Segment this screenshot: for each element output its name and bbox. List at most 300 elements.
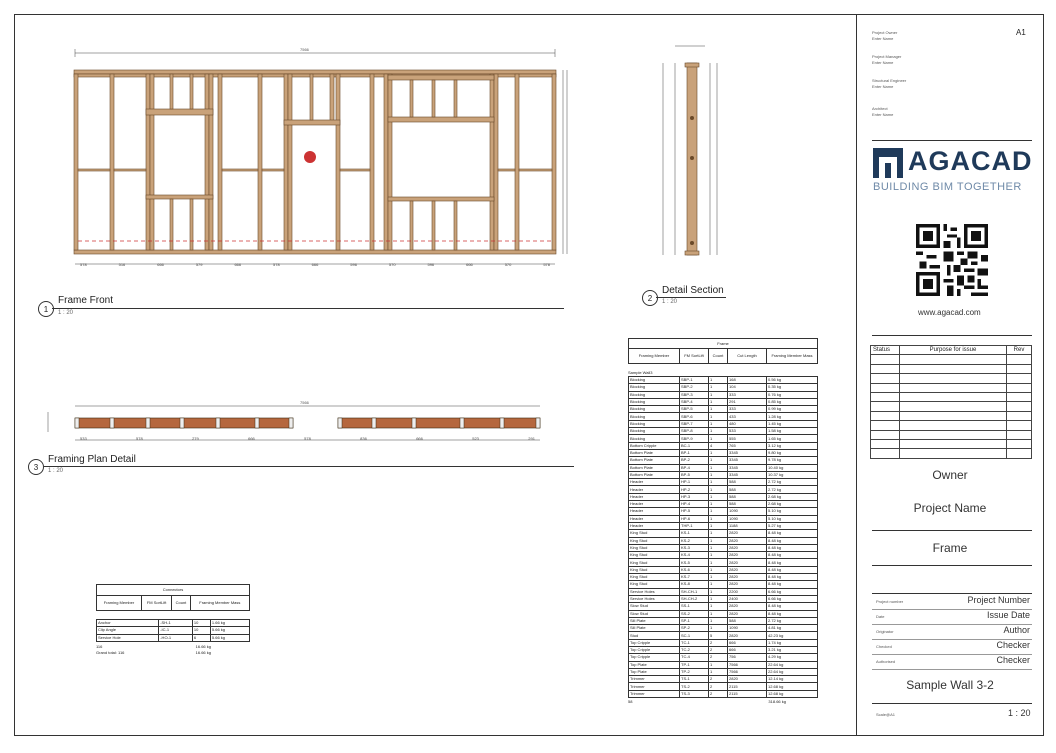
table-cell: 588 <box>728 617 767 624</box>
table-row <box>629 690 818 697</box>
header-row-value: Enter Name <box>872 60 894 65</box>
table-row <box>629 632 818 639</box>
dim-label: 596 <box>427 262 435 267</box>
title-divider <box>872 530 1032 531</box>
table-row <box>629 435 818 442</box>
view-number-bubble: 2 <box>642 290 658 306</box>
table-cell: KS-3 <box>680 544 709 551</box>
dim-label: 578 <box>304 436 311 441</box>
table-cell: 1 <box>709 625 728 632</box>
info-row-divider <box>872 669 1032 670</box>
revision-row[interactable] <box>871 449 1032 458</box>
table-cell: 1 <box>709 406 728 413</box>
table-cell: 3.12 kg <box>767 442 818 449</box>
table-row <box>629 413 818 420</box>
revision-cell[interactable] <box>1007 355 1032 364</box>
table-cell: 5.66 kg <box>210 634 249 641</box>
table-cell: 1 <box>709 588 728 595</box>
table-cell: 10.37 kg <box>767 471 818 478</box>
dim-label: 291 <box>528 436 535 441</box>
table-cell: 5 <box>709 632 728 639</box>
revision-row[interactable] <box>871 411 1032 420</box>
table-cell: 2 <box>709 690 728 697</box>
revision-cell[interactable] <box>900 421 1007 430</box>
revision-cell[interactable] <box>900 383 1007 392</box>
schedule-header: Cut Length <box>728 349 767 364</box>
table-cell: Slow Stud <box>629 603 680 610</box>
table-cell: 1 <box>709 384 728 391</box>
table-cell: HP-6 <box>680 515 709 522</box>
revision-cell[interactable] <box>1007 374 1032 383</box>
table-row <box>629 639 818 646</box>
table-row <box>629 610 818 617</box>
table-cell: Trimmer <box>629 690 680 697</box>
table-cell: 1090 <box>728 515 767 522</box>
table-cell: Top Cripple <box>629 646 680 653</box>
sheet-name: Frame <box>932 541 968 555</box>
revision-cell[interactable] <box>900 402 1007 411</box>
revision-cell[interactable] <box>871 402 900 411</box>
table-cell: 1 <box>709 486 728 493</box>
table-cell: THP-1 <box>680 522 709 529</box>
table-cell: 1.58 kg <box>767 428 818 435</box>
revision-cell[interactable] <box>871 439 900 448</box>
table-cell: 8.48 kg <box>767 559 818 566</box>
revision-cell[interactable] <box>900 355 1007 364</box>
table-cell: 4.29 kg <box>767 654 818 661</box>
table-cell: 10.40 kg <box>767 464 818 471</box>
logo-text: AGACAD <box>908 146 1033 176</box>
dim-label: 570 <box>504 262 512 267</box>
rev-header: Rev <box>1007 346 1032 355</box>
table-cell: SP-1 <box>680 617 709 624</box>
table-cell: KS-1 <box>680 530 709 537</box>
dim-label: 570 <box>388 262 396 267</box>
table-cell: KS-5 <box>680 559 709 566</box>
table-cell: 1 <box>709 435 728 442</box>
table-cell: 2820 <box>728 537 767 544</box>
table-cell: 2820 <box>728 603 767 610</box>
table-cell: 2115 <box>728 690 767 697</box>
dim-label: 836 <box>360 436 367 441</box>
qr-code-icon[interactable] <box>916 224 988 296</box>
table-cell: Top Cripple <box>629 639 680 646</box>
table-cell: KS-7 <box>680 574 709 581</box>
table-row <box>629 646 818 653</box>
table-cell: 0.99 kg <box>767 406 818 413</box>
table-cell: HP-2 <box>680 486 709 493</box>
dim-label: 666 <box>234 262 242 267</box>
table-row <box>629 515 818 522</box>
table-cell: 2.72 kg <box>767 617 818 624</box>
revision-cell[interactable] <box>900 374 1007 383</box>
table-row <box>629 552 818 559</box>
title-divider <box>872 140 1032 141</box>
revision-cell[interactable] <box>1007 439 1032 448</box>
info-row-value: Project Number <box>967 595 1030 605</box>
table-cell: 555 <box>728 435 767 442</box>
framing-plan-view[interactable] <box>40 398 560 458</box>
table-cell: Bottom Plate <box>629 449 680 456</box>
view-scale: 1 : 20 <box>662 299 678 305</box>
table-cell: 1 <box>709 449 728 456</box>
revision-cell[interactable] <box>1007 411 1032 420</box>
table-cell: BP-4 <box>680 464 709 471</box>
info-row-label: Checked <box>876 644 892 649</box>
title-divider <box>872 565 1032 566</box>
frame-schedule[interactable] <box>628 338 818 704</box>
info-row-value: Checker <box>996 640 1030 650</box>
table-cell: SBP-7 <box>680 420 709 427</box>
table-cell: KS-8 <box>680 581 709 588</box>
view-title[interactable]: Frame Front <box>58 295 114 306</box>
revision-cell[interactable] <box>1007 364 1032 373</box>
table-cell: 1 <box>709 493 728 500</box>
table-cell: 2.68 kg <box>767 501 818 508</box>
table-cell: 12.14 kg <box>767 676 818 683</box>
table-cell: 2820 <box>728 530 767 537</box>
table-cell: Header <box>629 479 680 486</box>
revision-cell[interactable] <box>1007 392 1032 401</box>
owner-label: Owner <box>932 468 968 482</box>
total-count: 58 <box>628 699 633 705</box>
connector-sum-row <box>96 644 211 649</box>
table-cell: Blocking <box>629 384 680 391</box>
table-row <box>629 581 818 588</box>
table-cell: Header <box>629 522 680 529</box>
table-cell: 765 <box>728 442 767 449</box>
table-row <box>629 457 818 464</box>
table-cell: HP-4 <box>680 501 709 508</box>
table-cell: Header <box>629 486 680 493</box>
table-cell: TS-1 <box>680 676 709 683</box>
table-cell: 5.10 kg <box>767 508 818 515</box>
table-cell: 6 <box>192 634 210 641</box>
table-cell: 2820 <box>728 574 767 581</box>
revision-cell[interactable] <box>871 421 900 430</box>
info-row-value: Checker <box>996 655 1030 665</box>
table-cell: Header <box>629 493 680 500</box>
table-cell: Header <box>629 508 680 515</box>
revision-cell[interactable] <box>1007 449 1032 458</box>
table-cell: 6.66 kg <box>767 588 818 595</box>
table-cell: 1 <box>709 581 728 588</box>
table-cell: 2400 <box>728 595 767 602</box>
table-cell: 2 <box>709 639 728 646</box>
table-cell: Blocking <box>629 420 680 427</box>
table-row <box>629 588 818 595</box>
table-cell: SC-1 <box>680 632 709 639</box>
scale-value: 1 : 20 <box>1008 708 1031 718</box>
table-cell: 1 <box>709 537 728 544</box>
revision-cell[interactable] <box>1007 430 1032 439</box>
table-cell: 104 <box>728 384 767 391</box>
revision-cell[interactable] <box>900 392 1007 401</box>
info-row-value: Author <box>1003 625 1030 635</box>
revision-row[interactable] <box>871 392 1032 401</box>
table-row <box>629 420 818 427</box>
title-divider <box>872 593 1032 594</box>
view-title-underline <box>52 308 564 309</box>
table-cell: 1.66 kg <box>210 620 249 627</box>
table-cell: SP-2 <box>680 625 709 632</box>
table-row <box>629 501 818 508</box>
table-cell: -HO-1 <box>159 634 193 641</box>
table-cell: Top Cripple <box>629 654 680 661</box>
view-scale: 1 : 20 <box>48 468 64 474</box>
frame-total-row <box>628 699 786 704</box>
revision-cell[interactable] <box>871 355 900 364</box>
table-cell: TS-3 <box>680 690 709 697</box>
table-cell: 588 <box>728 486 767 493</box>
table-cell: 1 <box>709 617 728 624</box>
view-title[interactable]: Detail Section <box>662 285 724 296</box>
revision-cell[interactable] <box>1007 383 1032 392</box>
table-row <box>629 508 818 515</box>
revision-row[interactable] <box>871 364 1032 373</box>
table-cell: TC-1 <box>680 639 709 646</box>
info-row-label: Originator <box>876 629 894 634</box>
dim-label: 516 <box>118 262 126 267</box>
dim-label: 666 <box>466 262 473 267</box>
table-cell: -SH-1 <box>159 620 193 627</box>
table-cell: KS-4 <box>680 552 709 559</box>
table-cell: HP-5 <box>680 508 709 515</box>
revision-row[interactable] <box>871 421 1032 430</box>
scale-label: Scale@A1 <box>876 712 895 717</box>
table-row <box>629 617 818 624</box>
revision-row[interactable] <box>871 355 1032 364</box>
table-cell: BP-2 <box>680 457 709 464</box>
table-cell: 1 <box>709 544 728 551</box>
table-cell: 1 <box>709 457 728 464</box>
grand-total-value: 16.66 kg <box>195 649 211 655</box>
table-cell: 1 <box>709 398 728 405</box>
table-cell: Bottom Plate <box>629 457 680 464</box>
revision-row[interactable] <box>871 374 1032 383</box>
table-row <box>629 406 818 413</box>
title-divider <box>872 703 1032 704</box>
revision-table[interactable] <box>870 345 1032 459</box>
revision-cell[interactable] <box>900 449 1007 458</box>
table-cell: KS-2 <box>680 537 709 544</box>
revision-row[interactable] <box>871 383 1032 392</box>
dim-label: 578 <box>543 262 550 267</box>
table-cell: 1 <box>709 508 728 515</box>
connector-grand-total <box>96 650 211 655</box>
table-cell: 22.64 kg <box>767 668 818 675</box>
table-cell: 588 <box>728 501 767 508</box>
table-cell: 1 <box>709 595 728 602</box>
table-cell: 2820 <box>728 610 767 617</box>
table-row <box>629 603 818 610</box>
table-cell: 2 <box>709 654 728 661</box>
revision-cell[interactable] <box>871 449 900 458</box>
table-cell: 8.48 kg <box>767 544 818 551</box>
table-cell: 10 <box>192 620 210 627</box>
revision-cell[interactable] <box>900 411 1007 420</box>
revision-row[interactable] <box>871 430 1032 439</box>
dim-label: 579 <box>195 262 203 267</box>
table-cell: 2820 <box>728 632 767 639</box>
table-cell: 8.48 kg <box>767 610 818 617</box>
table-cell: -IC-1 <box>159 627 193 634</box>
table-cell: SBP-8 <box>680 428 709 435</box>
table-cell: TS-2 <box>680 683 709 690</box>
revision-row[interactable] <box>871 439 1032 448</box>
view-title[interactable]: Framing Plan Detail <box>48 454 136 465</box>
schedule-title: Frame <box>629 339 818 349</box>
table-cell: 0.56 kg <box>767 377 818 384</box>
table-row <box>629 566 818 573</box>
table-row <box>629 683 818 690</box>
table-cell: Blocking <box>629 406 680 413</box>
table-cell: 2820 <box>728 566 767 573</box>
header-row-value: Enter Name <box>872 84 894 89</box>
table-cell: 1 <box>709 391 728 398</box>
table-cell: 0.76 kg <box>767 391 818 398</box>
table-row <box>629 428 818 435</box>
table-cell: 9.80 kg <box>767 449 818 456</box>
schedule-header: FM SortLift <box>680 349 709 364</box>
table-cell: 8.48 kg <box>767 581 818 588</box>
table-row <box>629 661 818 668</box>
table-cell: 6.66 kg <box>767 595 818 602</box>
table-cell: 8.48 kg <box>767 603 818 610</box>
table-cell: 10 <box>192 627 210 634</box>
connector-schedule[interactable] <box>96 584 250 655</box>
revision-cell[interactable] <box>900 364 1007 373</box>
table-cell: SBP-9 <box>680 435 709 442</box>
info-row-label: Authorised <box>876 659 896 664</box>
table-cell: 1090 <box>728 508 767 515</box>
revision-cell[interactable] <box>871 430 900 439</box>
table-row <box>629 537 818 544</box>
table-cell: 8.48 kg <box>767 566 818 573</box>
table-cell: 8.48 kg <box>767 530 818 537</box>
revision-cell[interactable] <box>1007 421 1032 430</box>
table-cell: 1.74 kg <box>767 639 818 646</box>
schedule-header: Framing Member Mass <box>767 349 818 364</box>
table-cell: 12.68 kg <box>767 690 818 697</box>
table-cell: King Stud <box>629 537 680 544</box>
table-cell: 333 <box>728 406 767 413</box>
table-cell: Blocking <box>629 398 680 405</box>
table-cell: 2200 <box>728 588 767 595</box>
revision-cell[interactable] <box>871 392 900 401</box>
table-row <box>97 634 250 641</box>
table-cell: 1 <box>709 668 728 675</box>
revision-row[interactable] <box>871 402 1032 411</box>
logo-tagline: BUILDING BIM TOGETHER <box>873 181 1022 193</box>
project-name: Project Name <box>913 501 987 515</box>
website-link[interactable]: www.agacad.com <box>918 308 981 317</box>
revision-cell[interactable] <box>871 411 900 420</box>
revision-cell[interactable] <box>871 383 900 392</box>
table-cell: 1 <box>709 610 728 617</box>
table-row <box>629 625 818 632</box>
table-cell: Stud <box>629 632 680 639</box>
table-cell: Header <box>629 501 680 508</box>
table-row <box>629 522 818 529</box>
dim-label: 596 <box>350 262 357 267</box>
table-cell: 1 <box>709 515 728 522</box>
view-scale: 1 : 20 <box>58 310 74 316</box>
frame-front-bottom-dims <box>80 262 550 267</box>
table-cell: 1 <box>709 522 728 529</box>
table-cell: 2 <box>709 676 728 683</box>
revision-cell[interactable] <box>871 374 900 383</box>
table-cell: 4 <box>709 442 728 449</box>
agacad-logo-icon <box>873 148 903 178</box>
table-cell: 1090 <box>728 625 767 632</box>
revision-cell[interactable] <box>900 439 1007 448</box>
table-cell: Blocking <box>629 428 680 435</box>
table-cell: King Stud <box>629 559 680 566</box>
dim-label: 523 <box>472 436 479 441</box>
table-cell: 1 <box>709 552 728 559</box>
table-cell: 3345 <box>728 457 767 464</box>
table-cell: 2.68 kg <box>767 493 818 500</box>
table-cell: 533 <box>728 428 767 435</box>
table-cell: HP-1 <box>680 479 709 486</box>
view-number-bubble: 1 <box>38 301 54 317</box>
detail-section-view[interactable] <box>655 38 725 268</box>
table-cell: TP-2 <box>680 668 709 675</box>
table-cell: Service Holes <box>629 595 680 602</box>
table-cell: TC-2 <box>680 646 709 653</box>
table-cell: SH-CH-2 <box>680 595 709 602</box>
table-cell: Service Holes <box>629 588 680 595</box>
table-cell: Trimmer <box>629 676 680 683</box>
revision-cell[interactable] <box>900 430 1007 439</box>
table-cell: Header <box>629 515 680 522</box>
dim-label: 578 <box>136 436 143 441</box>
table-cell: 1 <box>709 566 728 573</box>
table-cell: Blocking <box>629 377 680 384</box>
title-divider <box>872 335 1032 336</box>
table-cell: King Stud <box>629 566 680 573</box>
table-cell: 1 <box>709 574 728 581</box>
schedule-title: Connectors <box>97 585 250 596</box>
table-cell: Bottom Plate <box>629 471 680 478</box>
table-cell: 5.10 kg <box>767 515 818 522</box>
table-cell: 433 <box>728 413 767 420</box>
dim-label: 578 <box>80 262 87 267</box>
table-cell: 8.48 kg <box>767 552 818 559</box>
table-cell: Top Plate <box>629 668 680 675</box>
revision-cell[interactable] <box>871 364 900 373</box>
table-cell: 1.28 kg <box>767 413 818 420</box>
frame-front-view[interactable] <box>60 45 570 275</box>
table-cell: Bottom Plate <box>629 464 680 471</box>
table-cell: SBP-4 <box>680 398 709 405</box>
dim-label: 578 <box>273 262 280 267</box>
dim-label: 279 <box>192 436 199 441</box>
table-cell: 168 <box>728 377 767 384</box>
revision-cell[interactable] <box>1007 402 1032 411</box>
table-cell: Blocking <box>629 435 680 442</box>
table-row <box>97 627 250 634</box>
table-row <box>629 479 818 486</box>
schedule-header: Count <box>709 349 728 364</box>
table-cell: 1 <box>709 464 728 471</box>
table-cell: 588 <box>728 479 767 486</box>
info-row-label: Project number <box>876 599 904 604</box>
info-row-label: Date <box>876 614 885 619</box>
table-cell: King Stud <box>629 530 680 537</box>
schedule-header: FM SortLift <box>141 596 171 611</box>
